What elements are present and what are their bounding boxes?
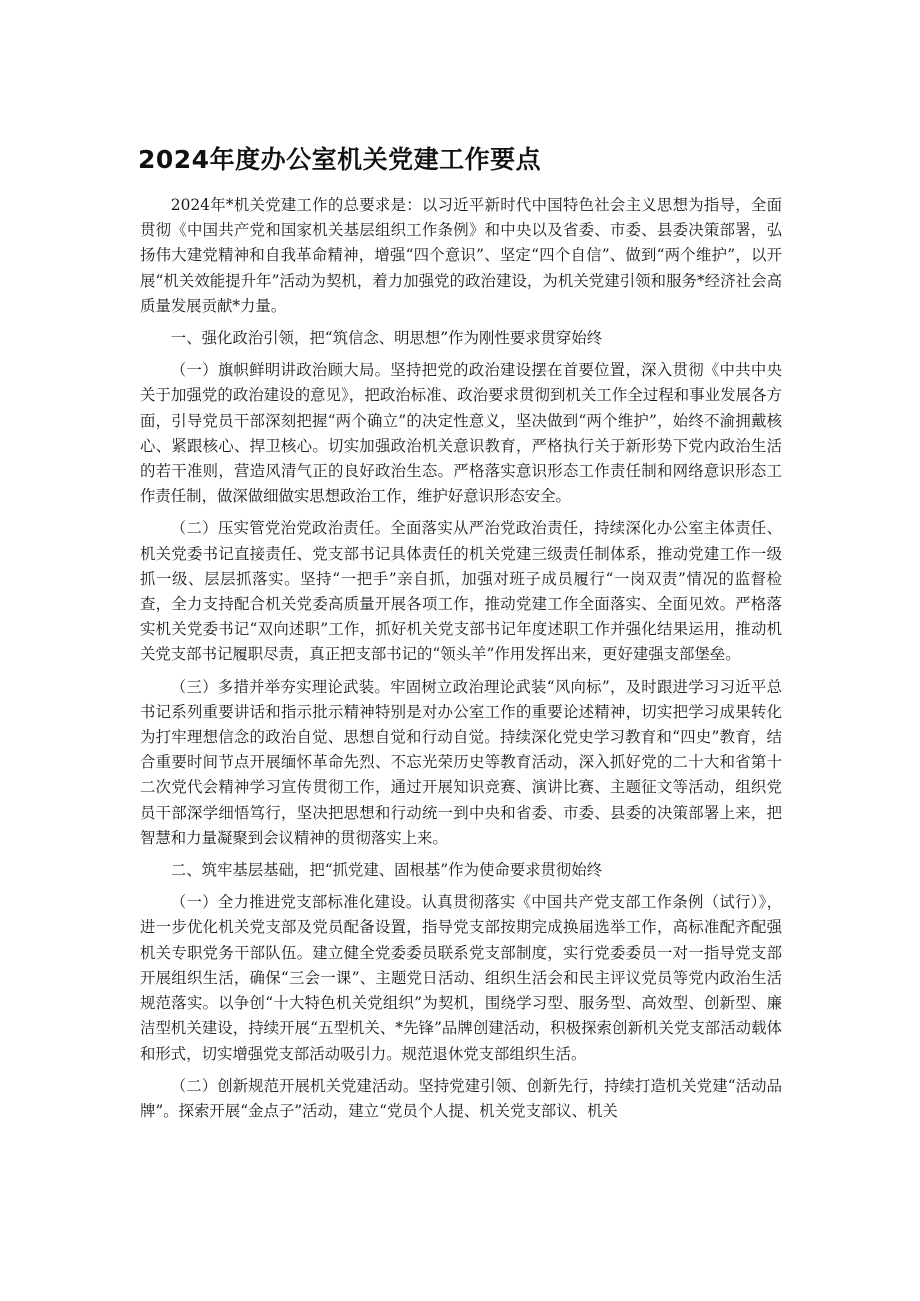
body-paragraph: （一）旗帜鲜明讲政治顾大局。坚持把党的政治建设摆在首要位置，深入贯彻《中共中央关于加强党的政治建设的意见》，把政治标准、政治要求贯彻到机关工作全过程和事业发展各方面，引导党员干部深刻把握“两个确立”的决定性意义，坚决做到“两个维护”，始终不渝拥戴核心、紧跟核心、捍卫核心。切实加强政治机关意识教育，严格执行关于新形势下党内政治生活的若干准则，营造风清气正的良好政治生态。严格落实意识形态工作责任制和网络意识形态工作责任制，做深做细做实思想政治工作，维护好意识形态安全。 xyxy=(140,361,782,506)
document-title: 2024年度办公室机关党建工作要点 xyxy=(138,145,542,174)
section-heading-2: 二、筑牢基层基础，把“抓党建、固根基”作为使命要求贯彻始终 xyxy=(170,861,603,880)
intro-paragraph: 2024年*机关党建工作的总要求是：以习近平新时代中国特色社会主义思想为指导，全面贯彻《中国共产党和国家机关基层组织工作条例》和中央以及省委、市委、县委决策部署，弘扬伟大建党精神和自我革命精神，增强“四个意识”、坚定“四个自信”、做到“两个维护”，以开展“机关效能提升年”活动为契机，着力加强党的政治建设，为机关党建引领和服务*经济社会高质量发展贡献*力量。 xyxy=(140,196,782,315)
section-heading-1: 一、强化政治引领，把“筑信念、明思想”作为刚性要求贯穿始终 xyxy=(170,329,603,348)
document-body xyxy=(140,193,782,1124)
body-paragraph: （一）全力推进党支部标准化建设。认真贯彻落实《中国共产党支部工作条例（试行）》，进一步优化机关党支部及党员配备设置，指导党支部按期完成换届选举工作，高标准配齐配强机关专职党务干部队伍。建立健全党委委员联系党支部制度，实行党委委员一对一指导党支部开展组织生活，确保“三会一课”、主题党日活动、组织生活会和民主评议党员等党内政治生活规范落实。以争创“十大特色机关党组织”为契机，围绕学习型、服务型、高效型、创新型、廉洁型机关建设，持续开展“五型机关、*先锋”品牌创建活动，积极探索创新机关党支部活动载体和形式，切实增强党支部活动吸引力。规范退休党支部组织生活。 xyxy=(140,893,782,1063)
body-paragraph: （二）压实管党治党政治责任。全面落实从严治党政治责任，持续深化办公室主体责任、机关党委书记直接责任、党支部书记具体责任的机关党建三级责任制体系，推动党建工作一级抓一级、层层抓落实。坚持“一把手”亲自抓，加强对班子成员履行“一岗双责”情况的监督检查，全力支持配合机关党委高质量开展各项工作，推动党建工作全面落实、全面见效。严格落实机关党委书记“双向述职”工作，抓好机关党支部书记年度述职工作并强化结果运用，推动机关党支部书记履职尽责，真正把支部书记的“领头羊”作用发挥出来，更好建强支部堡垒。 xyxy=(140,519,782,664)
body-paragraph: （三）多措并举夯实理论武装。牢固树立政治理论武装“风向标”，及时跟进学习习近平总书记系列重要讲话和指示批示精神特别是对办公室工作的重要论述精神，切实把学习成果转化为打牢理想信念的政治自觉、思想自觉和行动自觉。持续深化党史学习教育和“四史”教育，结合重要时间节点开展缅怀革命先烈、不忘光荣历史等教育活动，深入抓好党的二十大和省第十二次党代会精神学习宣传贯彻工作，通过开展知识竞赛、演讲比赛、主题征文等活动，组织党员干部深学细悟笃行，坚决把思想和行动统一到中央和省委、市委、县委的决策部署上来，把智慧和力量凝聚到会议精神的贯彻落实上来。 xyxy=(140,677,782,847)
body-paragraph: （二）创新规范开展机关党建活动。坚持党建引领、创新先行，持续打造机关党建“活动品牌”。探索开展“金点子”活动，建立“党员个人提、机关党支部议、机关 xyxy=(140,1076,782,1120)
